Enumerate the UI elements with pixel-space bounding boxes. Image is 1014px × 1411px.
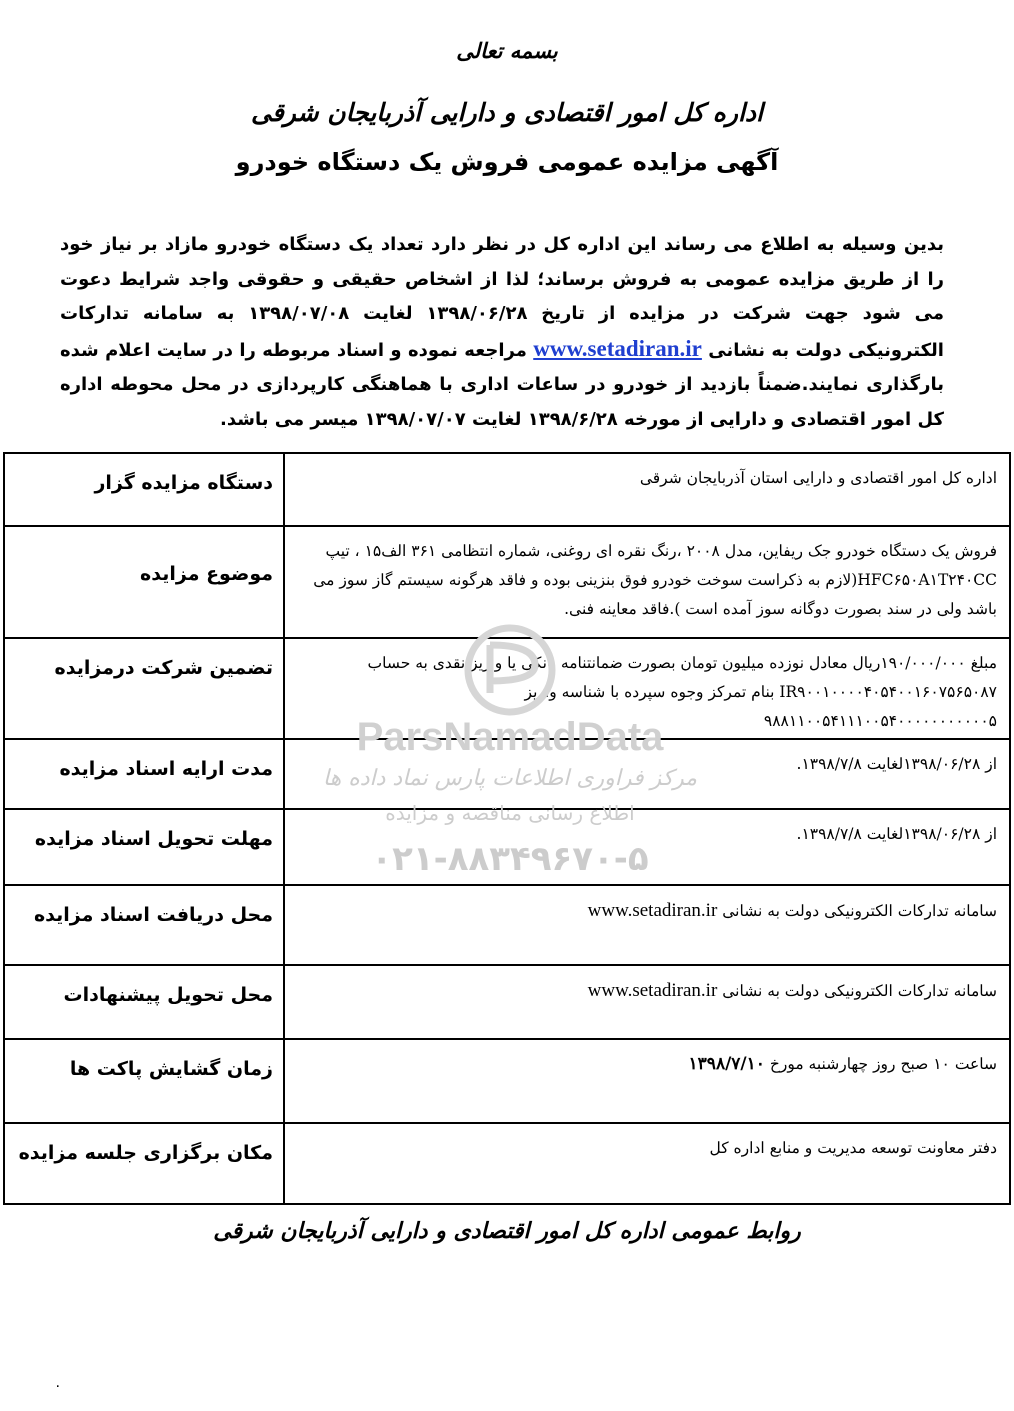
bismillah-heading: بسمه تعالی — [456, 38, 558, 63]
table-row — [4, 1039, 1010, 1123]
row-label: مهلت تحویل اسناد مزایده — [4, 809, 284, 885]
opening-date: ۱۳۹۸/۷/۱۰ — [688, 1054, 765, 1074]
table-row — [4, 965, 1010, 1039]
intro-text-part1: بدین وسیله به اطلاع می رساند این اداره کل در نظر دارد تعداد یک دستگاه خودرو مازاد بر نیاز خود را از طریق مزایده عمومی به فروش برساند؛ لذا از اشخاص حقیقی و حقوقی واجد شرایط دعوت می شود جهت شرکت در مزایده از تاریخ ۱۳۹۸/۰۶/۲۸ لغایت ۱۳۹۸/۰۷/۰۸ به سامانه تدارکات الکترونیکی دولت به نشانی — [60, 234, 945, 361]
page-number: ۰ — [54, 1378, 62, 1394]
table-row — [4, 809, 1010, 885]
intro-text-part2: مراجعه نموده و اسناد مربوطه را در سایت اعلام شده بارگذاری نمایند.ضمناً بازدید از خودرو در ساعات اداری با هماهنگی کارپردازی در محل محوطه اداره کل امور اقتصادی و دارایی از مورخه ۱۳۹۸/۶/۲۸ لغایت ۱۳۹۸/۰۷/۰۷ میسر می باشد. — [60, 339, 944, 430]
row-value-text: سامانه تدارکات الکترونیکی دولت به نشانی — [722, 982, 997, 1000]
organization-title: اداره کل امور اقتصادی و دارایی آذربایجان شرقی — [250, 98, 763, 127]
watermark-phone: ۰۲۱-۸۸۳۴۹۶۷۰-۵ — [371, 839, 649, 879]
page-title: آگهی مزایده عمومی فروش یک دستگاه خودرو — [235, 148, 779, 176]
row-value-text: ساعت ۱۰ صبح روز چهارشنبه مورخ — [769, 1055, 997, 1073]
row-value — [284, 965, 1010, 1039]
footer-signature: روابط عمومی اداره کل امور اقتصادی و دارایی آذربایجان شرقی — [213, 1218, 801, 1244]
row-value-url[interactable]: www.setadiran.ir — [587, 900, 718, 921]
row-value-text: سامانه تدارکات الکترونیکی دولت به نشانی — [722, 902, 997, 920]
row-label: محل دریافت اسناد مزایده — [4, 885, 284, 965]
row-value: فروش یک دستگاه خودرو جک ریفاین، مدل ۲۰۰۸ ،رنگ نقره ای روغنی، شماره انتظامی ۳۶۱ الف۱۵ ، تیپ HFC۶۵۰A۱T۲۴۰CC(لازم به ذکراست سوخت خودرو فوق بنزینی بوده و فاقد هرگونه سیستم گاز سوز می باشد ولی در سند بصورت دوگانه سوز آمده است ).فاقد معاینه فنی. — [284, 526, 1010, 638]
row-value: از ۱۳۹۸/۰۶/۲۸لغایت ۱۳۹۸/۷/۸. — [284, 809, 1010, 885]
table-row — [4, 1123, 1010, 1204]
row-label: محل تحویل پیشنهادات — [4, 965, 284, 1039]
row-label: مکان برگزاری جلسه مزایده — [4, 1123, 284, 1204]
row-label: مدت ارایه اسناد مزایده — [4, 739, 284, 809]
watermark-brand: ParsNamadData — [356, 715, 664, 759]
row-value: اداره کل امور اقتصادی و دارایی استان آذربایجان شرقی — [284, 453, 1010, 526]
table-row — [4, 739, 1010, 809]
auction-details-table — [3, 452, 1011, 1205]
row-label: تضمین شرکت درمزایده — [4, 638, 284, 739]
table-row — [4, 526, 1010, 638]
row-value: از ۱۳۹۸/۰۶/۲۸لغایت ۱۳۹۸/۷/۸. — [284, 739, 1010, 809]
intro-paragraph — [60, 228, 944, 437]
row-label: زمان گشایش پاکت ها — [4, 1039, 284, 1123]
watermark-line1: مرکز فراوری اطلاعات پارس نماد داده ها — [322, 766, 698, 791]
row-value — [284, 885, 1010, 965]
row-label: موضوع مزایده — [4, 526, 284, 638]
row-value: دفتر معاونت توسعه مدیریت و منابع اداره کل — [284, 1123, 1010, 1204]
row-label: دستگاه مزایده گزار — [4, 453, 284, 526]
row-value-url[interactable]: www.setadiran.ir — [587, 980, 718, 1001]
row-value — [284, 1039, 1010, 1123]
table-row — [4, 453, 1010, 526]
row-value: مبلغ ۱۹۰/۰۰۰/۰۰۰ریال معادل نوزده میلیون تومان بصورت ضمانتنامه بانکی یا واریز نقدی به حساب IR۹۰۰۱۰۰۰۰۴۰۵۴۰۰۱۶۰۷۵۶۵۰۸۷ بنام تمرکز وجوه سپرده با شناسه واریز ۹۸۸۱۱۰۰۵۴۱۱۱۰۰۵۴۰۰۰۰۰۰۰۰۰۰۰۵ — [284, 638, 1010, 739]
watermark-line2: اطلاع رسانی مناقصه و مزایده — [385, 801, 635, 825]
table-row — [4, 638, 1010, 739]
table-row — [4, 885, 1010, 965]
setadiran-link[interactable]: www.setadiran.ir — [533, 335, 702, 361]
